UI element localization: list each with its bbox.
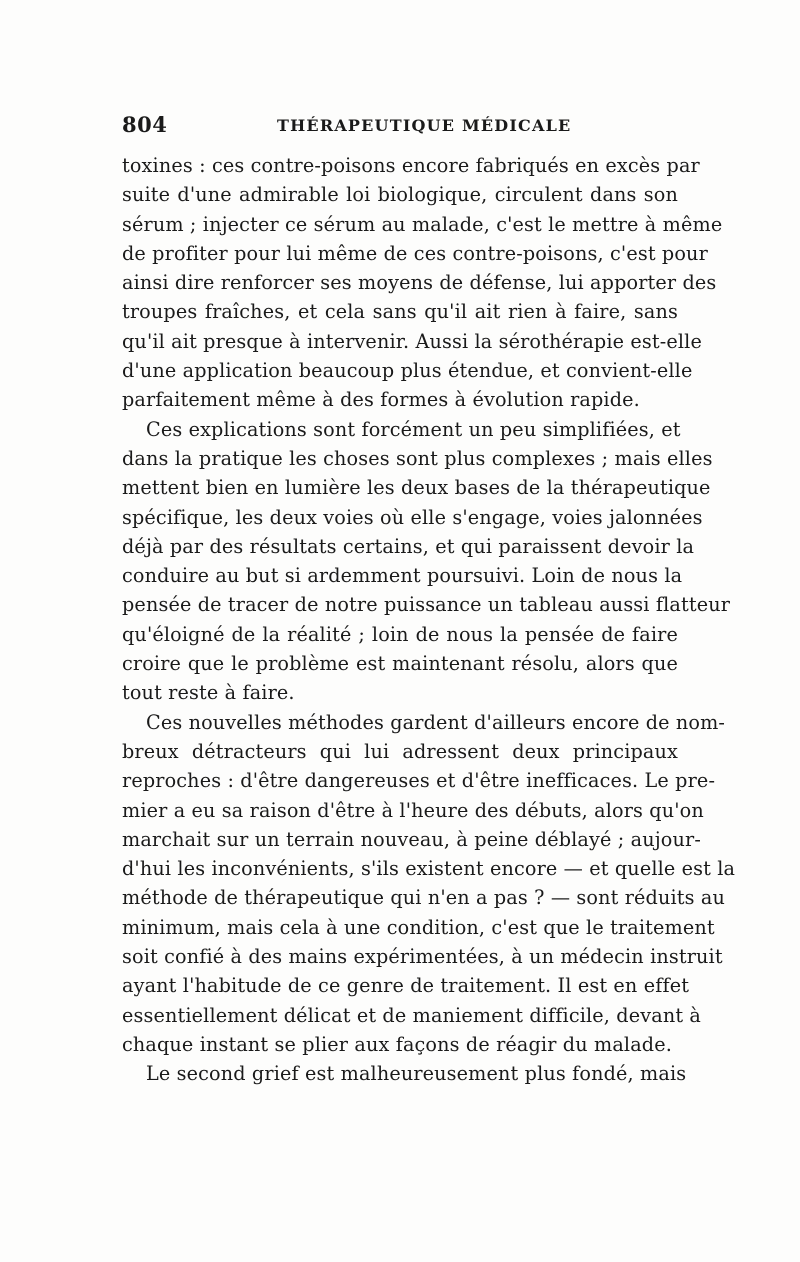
text-line: soit confié à des mains expérimentées, à un médecin instruit [122,945,723,969]
text-line: suite d'une admirable loi biologique, circulent dans son [122,183,678,207]
text-line: minimum, mais cela à une condition, c'est que le traitement [122,915,715,939]
text-line: d'hui les inconvénients, s'ils existent encore — et quelle est la [122,857,736,881]
text-line: parfaitement même à des formes à évolution rapide. [122,388,640,412]
text-line: mier a eu sa raison d'être à l'heure des débuts, alors qu'on [122,798,704,822]
text-line: ainsi dire renforcer ses moyens de défense, lui apporter des [122,271,717,295]
text-line: sérum ; injecter ce sérum au malade, c'est le mettre à même [122,212,723,236]
text-line: ayant l'habitude de ce genre de traitement. Il est en effet [122,974,690,998]
body-text [122,151,736,1089]
paragraph-start-line: Ces nouvelles méthodes gardent d'ailleurs encore de nom- [146,710,726,734]
text-line: qu'éloigné de la réalité ; loin de nous la pensée de faire [122,622,678,646]
text-line: mettent bien en lumière les deux bases de la thérapeutique [122,476,711,500]
text-line: troupes fraîches, et cela sans qu'il ait rien à faire, sans [122,300,678,324]
text-line: déjà par des résultats certains, et qui paraissent devoir la [122,534,695,558]
text-line: pensée de tracer de notre puissance un tableau aussi flatteur [122,593,731,617]
text-line: spécifique, les deux voies où elle s'engage, voies jalonnées [122,505,703,529]
page-header [122,112,678,142]
text-line: marchait sur un terrain nouveau, à peine déblayé ; aujour- [122,827,701,851]
text-line: dans la pratique les choses sont plus complexes ; mais elles [122,446,713,470]
text-line: breux détracteurs qui lui adressent deux principaux [122,739,678,763]
page-number: 804 [122,112,168,137]
paragraph-start-line: Le second grief est malheureusement plus fondé, mais [146,1062,687,1086]
text-line: qu'il ait presque à intervenir. Aussi la sérothérapie est-elle [122,329,702,353]
text-line: essentiellement délicat et de maniement difficile, devant à [122,1003,702,1027]
paragraph-start-line: Ces explications sont forcément un peu simplifiées, et [146,417,681,441]
text-line: conduire au but si ardemment poursuivi. Loin de nous la [122,564,683,588]
text-line: méthode de thérapeutique qui n'en a pas ? — sont réduits au [122,886,725,910]
text-line: de profiter pour lui même de ces contre-poisons, c'est pour [122,241,708,265]
text-line: d'une application beaucoup plus étendue, et convient-elle [122,359,693,383]
text-line: tout reste à faire. [122,681,295,705]
running-title: THÉRAPEUTIQUE MÉDICALE [277,116,572,135]
text-line: croire que le problème est maintenant résolu, alors que [122,652,678,676]
text-line: chaque instant se plier aux façons de réagir du malade. [122,1032,672,1056]
text-line: reproches : d'être dangereuses et d'être inefficaces. Le pre- [122,769,716,793]
text-line: toxines : ces contre-poisons encore fabriqués en excès par [122,154,700,177]
